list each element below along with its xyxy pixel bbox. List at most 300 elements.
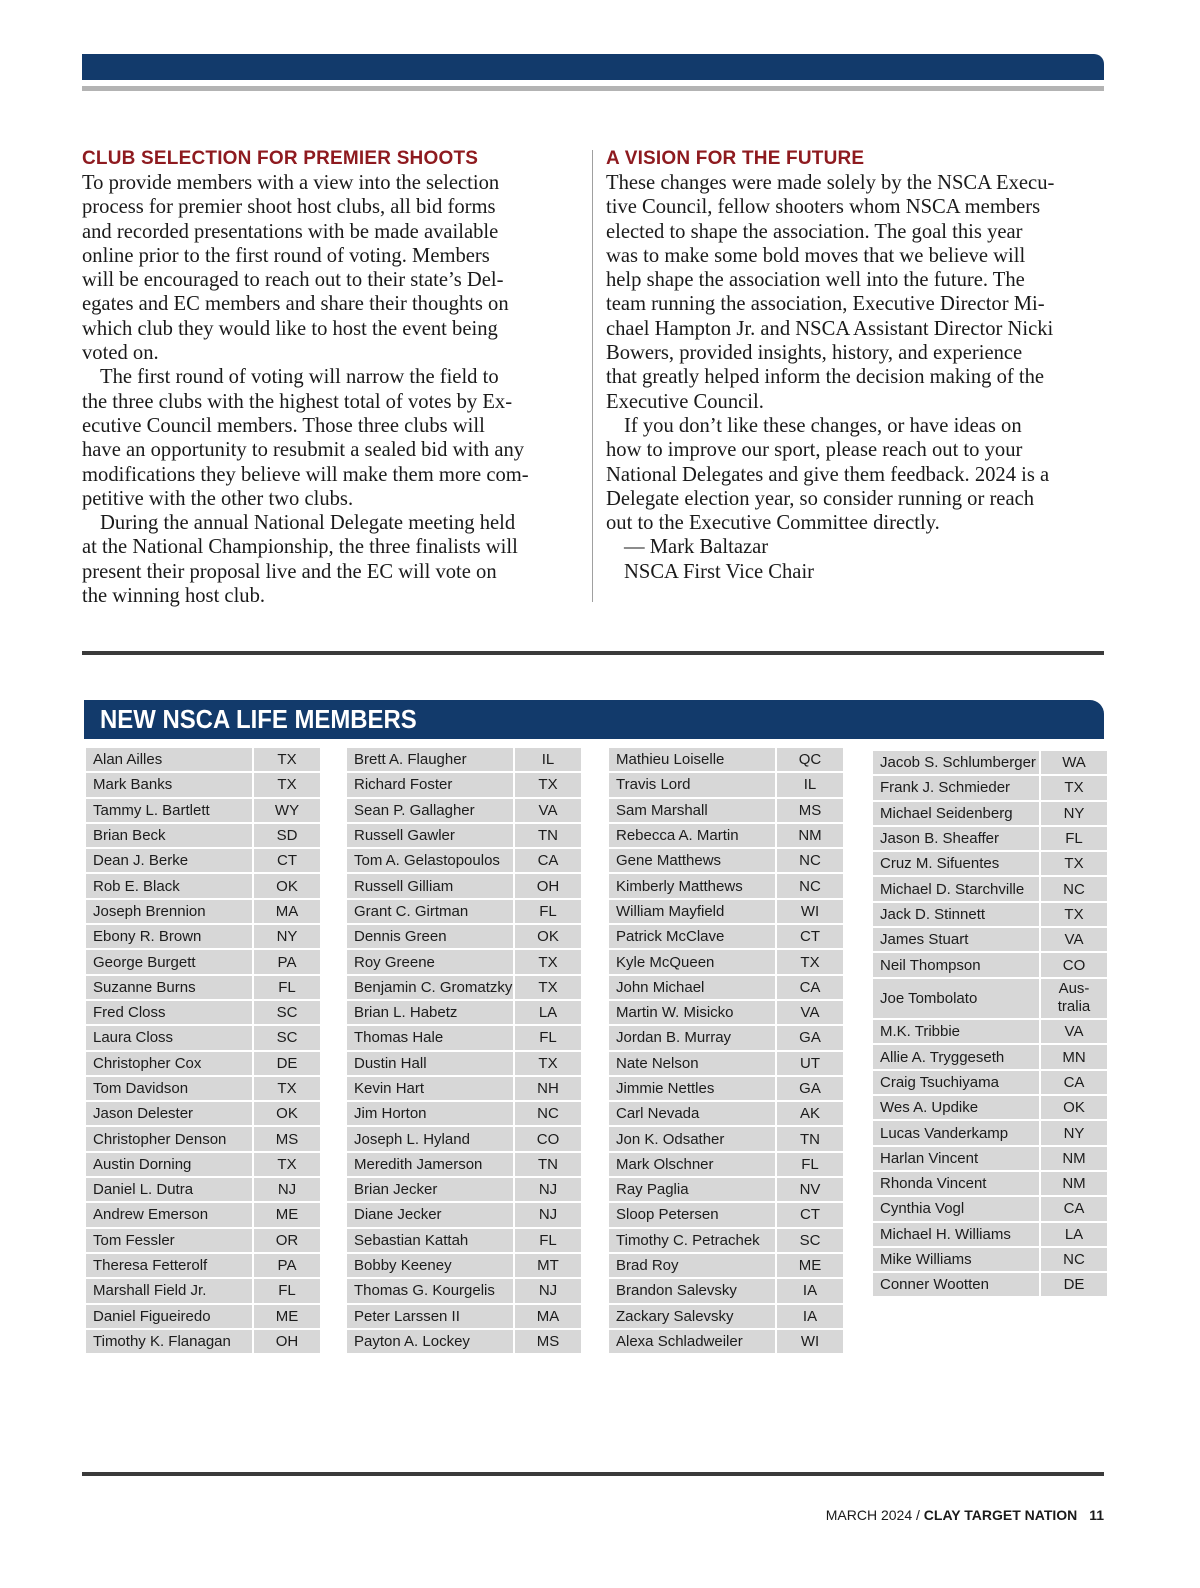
member-row [85, 1304, 321, 1329]
member-state: CO [514, 1126, 582, 1151]
member-name: Jason B. Sheaffer [872, 826, 1040, 851]
member-state: NJ [514, 1202, 582, 1227]
member-state: OH [514, 873, 582, 898]
member-name: Rhonda Vincent [872, 1171, 1040, 1196]
member-state: TX [514, 949, 582, 974]
article-line: egates and EC members and share their thoughts on [82, 293, 509, 316]
member-row [346, 772, 582, 797]
member-row [85, 1051, 321, 1076]
member-state: NJ [253, 1177, 321, 1202]
member-state: PA [253, 949, 321, 974]
article-line: have an opportunity to resubmit a sealed bid with any [82, 439, 525, 462]
member-state: FL [514, 899, 582, 924]
member-row [346, 899, 582, 924]
member-state: OR [253, 1228, 321, 1253]
member-state: GA [776, 1025, 844, 1050]
member-row [608, 1304, 844, 1329]
member-state: ME [776, 1253, 844, 1278]
footer-issue: MARCH 2024 / [825, 1507, 920, 1523]
article-line: These changes were made solely by the NSCA Execu- [606, 172, 1055, 194]
article-line: Executive Council. [606, 390, 764, 413]
member-name: Brett A. Flaugher [346, 747, 514, 772]
member-row [872, 775, 1108, 800]
member-state: TX [1040, 775, 1108, 800]
member-state: LA [514, 1000, 582, 1025]
article-line: chael Hampton Jr. and NSCA Assistant Director Nicki [606, 317, 1054, 340]
member-row [872, 1120, 1108, 1145]
member-state: FL [514, 1228, 582, 1253]
article-column-left [82, 147, 580, 608]
article-line: process for premier shoot host clubs, all bid forms [82, 196, 496, 219]
member-name: Ebony R. Brown [85, 924, 253, 949]
member-state: NV [776, 1177, 844, 1202]
member-state: CO [1040, 952, 1108, 977]
member-name: Jason Delester [85, 1101, 253, 1126]
member-name: M.K. Tribbie [872, 1019, 1040, 1044]
member-state: MN [1040, 1044, 1108, 1069]
member-row [85, 772, 321, 797]
member-row [85, 899, 321, 924]
article-line: ecutive Council members. Those three clubs will [82, 414, 485, 437]
member-name: Joseph L. Hyland [346, 1126, 514, 1151]
article-body-left [82, 171, 580, 608]
member-state: OK [1040, 1095, 1108, 1120]
member-row [608, 823, 844, 848]
member-row [346, 1304, 582, 1329]
member-row [608, 1329, 844, 1354]
member-state: FL [776, 1152, 844, 1177]
article-line: tive Council, fellow shooters whom NSCA members [606, 196, 1041, 219]
member-row [872, 826, 1108, 851]
member-row [872, 1272, 1108, 1297]
member-state: VA [1040, 927, 1108, 952]
member-row [85, 1101, 321, 1126]
member-row [608, 772, 844, 797]
member-state: CT [776, 924, 844, 949]
member-row [872, 876, 1108, 901]
member-state: CA [1040, 1196, 1108, 1221]
member-row [85, 1329, 321, 1354]
member-row [608, 899, 844, 924]
member-name: Harlan Vincent [872, 1146, 1040, 1171]
member-name: Craig Tsuchiyama [872, 1070, 1040, 1095]
column-divider [592, 150, 593, 602]
member-row [85, 1000, 321, 1025]
member-name: Michael D. Starchville [872, 876, 1040, 901]
member-state: TX [514, 772, 582, 797]
member-state: TN [514, 823, 582, 848]
life-members-title: NEW NSCA LIFE MEMBERS [100, 704, 417, 734]
article-column-right [606, 147, 1104, 584]
footer-magazine-name: CLAY TARGET NATION [923, 1507, 1078, 1523]
section-heading-club-selection: CLUB SELECTION FOR PREMIER SHOOTS [82, 148, 479, 169]
member-row [85, 873, 321, 898]
members-table-col-3 [607, 746, 845, 1355]
member-name: Travis Lord [608, 772, 776, 797]
member-row [608, 949, 844, 974]
member-name: Rebecca A. Martin [608, 823, 776, 848]
article-line: petitive with the other two clubs. [82, 487, 354, 510]
member-state: NM [776, 823, 844, 848]
member-name: Kyle McQueen [608, 949, 776, 974]
member-name: Jim Horton [346, 1101, 514, 1126]
member-row [346, 1152, 582, 1177]
member-state: WI [776, 1329, 844, 1354]
member-row [346, 1228, 582, 1253]
article-line: will be encouraged to reach out to their state’s Del- [82, 269, 504, 292]
member-state: MT [514, 1253, 582, 1278]
section-divider [82, 651, 1104, 655]
member-name: Patrick McClave [608, 924, 776, 949]
member-row [608, 1253, 844, 1278]
member-state: TX [514, 975, 582, 1000]
member-state: NJ [514, 1278, 582, 1303]
member-name: Suzanne Burns [85, 975, 253, 1000]
member-name: Brian L. Habetz [346, 1000, 514, 1025]
member-name: Joe Tombolato [872, 978, 1040, 1020]
section-heading-vision: A VISION FOR THE FUTURE [606, 148, 865, 169]
member-state: SD [253, 823, 321, 848]
article-line: If you don’t like these changes, or have ideas on [624, 414, 1022, 437]
member-state: OH [253, 1329, 321, 1354]
member-row [608, 924, 844, 949]
member-row [346, 949, 582, 974]
member-state: FL [514, 1025, 582, 1050]
member-state: NY [1040, 1120, 1108, 1145]
member-name: Sebastian Kattah [346, 1228, 514, 1253]
member-row [346, 1202, 582, 1227]
member-state: TX [1040, 902, 1108, 927]
article-line: team running the association, Executive Director Mi- [606, 293, 1045, 316]
member-row [346, 823, 582, 848]
member-row [85, 1228, 321, 1253]
member-state: CA [514, 848, 582, 873]
member-state: NC [1040, 1247, 1108, 1272]
member-row [608, 873, 844, 898]
member-state: NC [776, 848, 844, 873]
member-name: Mike Williams [872, 1247, 1040, 1272]
member-row [608, 747, 844, 772]
member-row [85, 1202, 321, 1227]
article-line: voted on. [82, 342, 159, 365]
article-line: the winning host club. [82, 585, 266, 608]
member-name: Russell Gilliam [346, 873, 514, 898]
member-name: Alan Ailles [85, 747, 253, 772]
member-name: William Mayfield [608, 899, 776, 924]
member-name: Joseph Brennion [85, 899, 253, 924]
member-state: ME [253, 1304, 321, 1329]
member-state: OK [253, 873, 321, 898]
member-row [608, 1101, 844, 1126]
member-state: FL [1040, 826, 1108, 851]
member-name: Russell Gawler [346, 823, 514, 848]
member-state: NY [253, 924, 321, 949]
page-footer [826, 1505, 1104, 1525]
member-row [346, 1025, 582, 1050]
member-name: Thomas Hale [346, 1025, 514, 1050]
member-name: Jack D. Stinnett [872, 902, 1040, 927]
member-row [346, 1076, 582, 1101]
member-name: Kevin Hart [346, 1076, 514, 1101]
article-line: National Delegates and give them feedback. 2024 is a [606, 463, 1050, 486]
member-state: NC [514, 1101, 582, 1126]
member-row [608, 1177, 844, 1202]
member-state: NC [1040, 876, 1108, 901]
member-state: MA [514, 1304, 582, 1329]
member-name: Gene Matthews [608, 848, 776, 873]
life-members-banner [84, 700, 1104, 739]
member-state: DE [253, 1051, 321, 1076]
article-line: NSCA First Vice Chair [624, 560, 815, 583]
member-state: TX [253, 747, 321, 772]
member-row [872, 851, 1108, 876]
article-line: that greatly helped inform the decision making of the [606, 366, 1045, 389]
member-name: Tom Fessler [85, 1228, 253, 1253]
article-line: online prior to the first round of voting. Members [82, 244, 490, 267]
article-line: at the National Championship, the three finalists will [82, 536, 518, 559]
member-name: Jacob S. Schlumberger [872, 750, 1040, 775]
member-state: AK [776, 1101, 844, 1126]
member-state: FL [253, 1278, 321, 1303]
article-line: modifications they believe will make them more com- [82, 463, 529, 486]
article-line: The first round of voting will narrow the field to [100, 366, 499, 389]
member-row [85, 1025, 321, 1050]
member-state: TX [253, 1076, 321, 1101]
member-name: Roy Greene [346, 949, 514, 974]
member-row [608, 1000, 844, 1025]
member-row [85, 798, 321, 823]
member-state: Aus- tralia [1040, 978, 1108, 1020]
member-name: Andrew Emerson [85, 1202, 253, 1227]
article-line: was to make some bold moves that we believe will [606, 244, 1026, 267]
member-state: SC [253, 1025, 321, 1050]
member-name: Kimberly Matthews [608, 873, 776, 898]
article-body-right [606, 171, 1104, 584]
member-state: TX [253, 1152, 321, 1177]
member-row [872, 801, 1108, 826]
member-row [346, 1177, 582, 1202]
member-row [346, 1253, 582, 1278]
member-row [85, 1126, 321, 1151]
members-table-col-1 [84, 746, 322, 1355]
member-state: CA [776, 975, 844, 1000]
member-row [85, 949, 321, 974]
member-name: Neil Thompson [872, 952, 1040, 977]
member-state: UT [776, 1051, 844, 1076]
member-name: Benjamin C. Gromatzky [346, 975, 514, 1000]
member-name: Christopher Denson [85, 1126, 253, 1151]
footer-rule [82, 1472, 1104, 1476]
member-name: Zackary Salevsky [608, 1304, 776, 1329]
member-name: Peter Larssen II [346, 1304, 514, 1329]
member-row [872, 1196, 1108, 1221]
member-name: Marshall Field Jr. [85, 1278, 253, 1303]
member-row [872, 1171, 1108, 1196]
member-name: Dean J. Berke [85, 848, 253, 873]
member-row [85, 1152, 321, 1177]
member-name: Payton A. Lockey [346, 1329, 514, 1354]
member-state: OK [253, 1101, 321, 1126]
member-name: Austin Dorning [85, 1152, 253, 1177]
member-state: ME [253, 1202, 321, 1227]
member-state: IA [776, 1278, 844, 1303]
member-name: Dennis Green [346, 924, 514, 949]
member-name: Mark Banks [85, 772, 253, 797]
member-name: Mark Olschner [608, 1152, 776, 1177]
member-row [85, 823, 321, 848]
member-state: TN [514, 1152, 582, 1177]
article-line: To provide members with a view into the selection [82, 172, 500, 194]
article-line: out to the Executive Committee directly. [606, 512, 940, 535]
article-line: Bowers, provided insights, history, and experience [606, 342, 1023, 365]
member-state: TX [514, 1051, 582, 1076]
header-rule [82, 86, 1104, 91]
member-name: Jimmie Nettles [608, 1076, 776, 1101]
member-state: NM [1040, 1146, 1108, 1171]
member-row [872, 1222, 1108, 1247]
member-state: GA [776, 1076, 844, 1101]
member-name: Michael Seidenberg [872, 801, 1040, 826]
member-name: Thomas G. Kourgelis [346, 1278, 514, 1303]
member-row [346, 1101, 582, 1126]
member-name: Fred Closs [85, 1000, 253, 1025]
member-state: IL [514, 747, 582, 772]
member-state: SC [253, 1000, 321, 1025]
member-state: NH [514, 1076, 582, 1101]
member-name: Brian Jecker [346, 1177, 514, 1202]
member-name: Grant C. Girtman [346, 899, 514, 924]
member-state: VA [514, 798, 582, 823]
member-row [872, 750, 1108, 775]
member-name: George Burgett [85, 949, 253, 974]
member-row [85, 848, 321, 873]
member-name: Daniel Figueiredo [85, 1304, 253, 1329]
member-row [608, 1025, 844, 1050]
article-line: Delegate election year, so consider running or reach [606, 487, 1035, 510]
member-name: Meredith Jamerson [346, 1152, 514, 1177]
article-line: how to improve our sport, please reach out to your [606, 439, 1023, 462]
member-name: Lucas Vanderkamp [872, 1120, 1040, 1145]
member-row [608, 798, 844, 823]
member-row [608, 1076, 844, 1101]
member-state: NM [1040, 1171, 1108, 1196]
member-name: Carl Nevada [608, 1101, 776, 1126]
member-row [346, 1278, 582, 1303]
member-state: MA [253, 899, 321, 924]
member-row [346, 1329, 582, 1354]
article-line: which club they would like to host the event being [82, 317, 498, 340]
member-name: Jon K. Odsather [608, 1126, 776, 1151]
article-line: and recorded presentations with be made available [82, 220, 499, 243]
member-row [608, 1202, 844, 1227]
member-name: Ray Paglia [608, 1177, 776, 1202]
member-name: Tom Davidson [85, 1076, 253, 1101]
member-row [872, 1070, 1108, 1095]
member-name: Laura Closs [85, 1025, 253, 1050]
page-number: 11 [1089, 1507, 1104, 1523]
member-name: Timothy C. Petrachek [608, 1228, 776, 1253]
members-table-col-2 [345, 746, 583, 1355]
member-name: Wes A. Updike [872, 1095, 1040, 1120]
member-state: IL [776, 772, 844, 797]
article-line: elected to shape the association. The goal this year [606, 220, 1023, 243]
member-name: Alexa Schladweiler [608, 1329, 776, 1354]
member-name: Rob E. Black [85, 873, 253, 898]
member-name: James Stuart [872, 927, 1040, 952]
member-row [608, 1228, 844, 1253]
article-line: present their proposal live and the EC will vote on [82, 560, 497, 583]
member-name: Tom A. Gelastopoulos [346, 848, 514, 873]
member-row [85, 1177, 321, 1202]
member-name: Martin W. Misicko [608, 1000, 776, 1025]
member-row [872, 902, 1108, 927]
member-name: Diane Jecker [346, 1202, 514, 1227]
member-state: NJ [514, 1177, 582, 1202]
member-name: Allie A. Tryggeseth [872, 1044, 1040, 1069]
member-name: Tammy L. Bartlett [85, 798, 253, 823]
member-name: Theresa Fetterolf [85, 1253, 253, 1278]
member-state: MS [514, 1329, 582, 1354]
member-name: John Michael [608, 975, 776, 1000]
members-table-col-4 [871, 749, 1109, 1298]
member-row [346, 975, 582, 1000]
member-row [346, 924, 582, 949]
member-row [608, 1051, 844, 1076]
member-name: Dustin Hall [346, 1051, 514, 1076]
member-state: LA [1040, 1222, 1108, 1247]
member-row [85, 1253, 321, 1278]
header-bar [82, 54, 1104, 80]
member-state: FL [253, 975, 321, 1000]
member-state: TN [776, 1126, 844, 1151]
member-row [346, 1051, 582, 1076]
member-name: Brandon Salevsky [608, 1278, 776, 1303]
member-row [872, 1019, 1108, 1044]
member-state: VA [776, 1000, 844, 1025]
member-row [608, 975, 844, 1000]
member-name: Daniel L. Dutra [85, 1177, 253, 1202]
member-name: Frank J. Schmieder [872, 775, 1040, 800]
member-state: QC [776, 747, 844, 772]
member-state: SC [776, 1228, 844, 1253]
member-state: MS [776, 798, 844, 823]
member-state: MS [253, 1126, 321, 1151]
member-row [872, 927, 1108, 952]
member-name: Christopher Cox [85, 1051, 253, 1076]
member-row [872, 952, 1108, 977]
article-line: During the annual National Delegate meeting held [100, 512, 516, 535]
member-row [85, 924, 321, 949]
member-state: CT [253, 848, 321, 873]
member-state: NY [1040, 801, 1108, 826]
member-name: Brian Beck [85, 823, 253, 848]
member-state: TX [776, 949, 844, 974]
member-state: VA [1040, 1019, 1108, 1044]
member-state: TX [1040, 851, 1108, 876]
member-name: Sam Marshall [608, 798, 776, 823]
member-row [608, 848, 844, 873]
member-state: WA [1040, 750, 1108, 775]
member-state: CA [1040, 1070, 1108, 1095]
member-name: Brad Roy [608, 1253, 776, 1278]
member-row [346, 798, 582, 823]
member-row [872, 1095, 1108, 1120]
member-row [872, 978, 1108, 1020]
member-row [346, 747, 582, 772]
member-name: Nate Nelson [608, 1051, 776, 1076]
member-name: Sloop Petersen [608, 1202, 776, 1227]
member-row [872, 1044, 1108, 1069]
